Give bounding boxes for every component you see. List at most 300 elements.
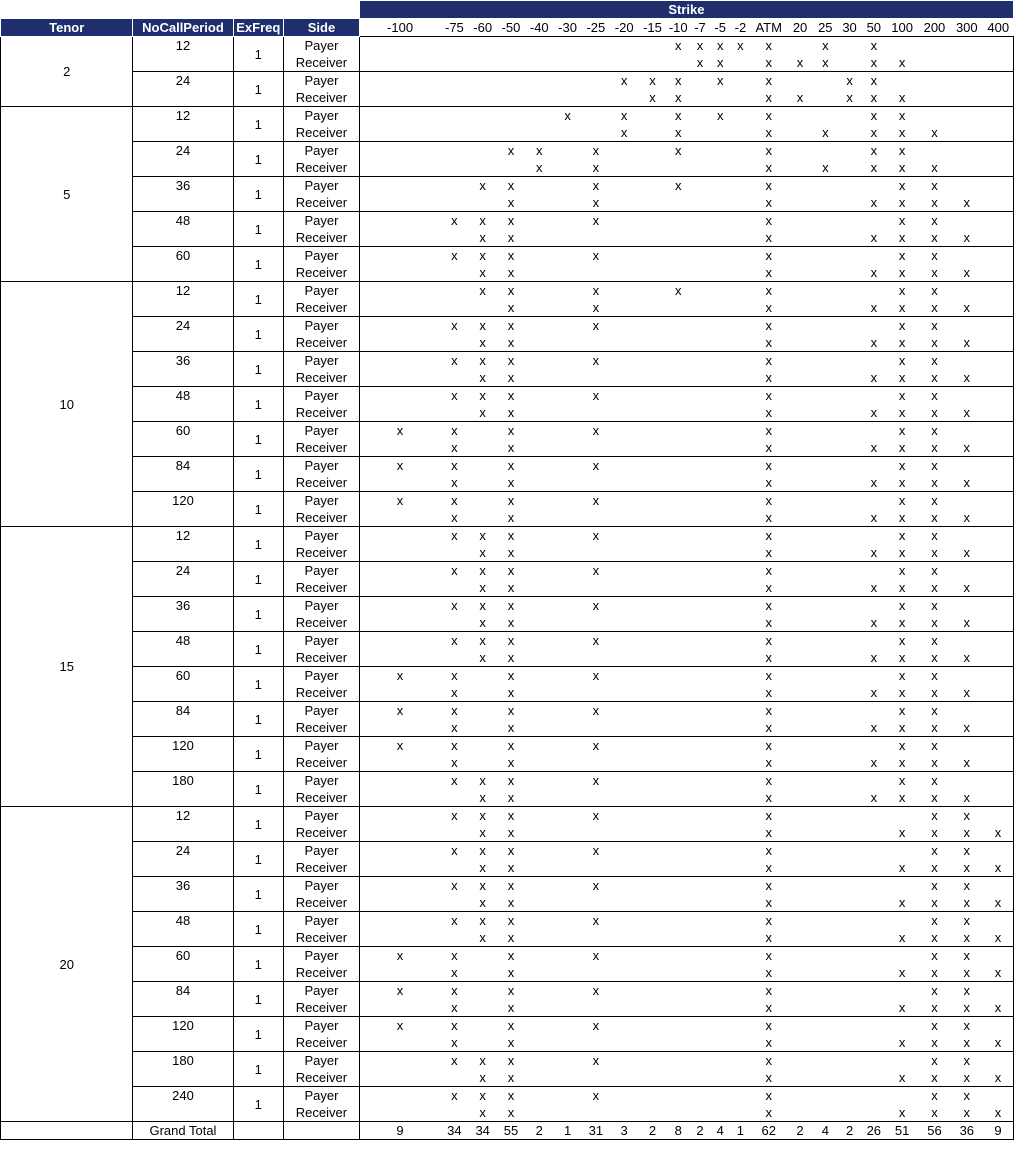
strike-cell: x — [610, 72, 638, 90]
strike-cell — [610, 737, 638, 755]
strike-cell: x — [469, 859, 497, 877]
strike-cell: x — [918, 404, 950, 422]
strike-cell — [710, 1017, 730, 1035]
strike-cell — [951, 212, 983, 230]
strike-cell — [690, 579, 710, 597]
no-call-period-cell: 12 — [133, 37, 233, 72]
strike-cell — [983, 247, 1014, 265]
strike-cell: x — [690, 54, 710, 72]
no-call-period-cell: 12 — [133, 282, 233, 317]
no-call-period-cell: 12 — [133, 527, 233, 562]
ex-freq-cell: 1 — [233, 37, 284, 72]
strike-cell: x — [469, 247, 497, 265]
strike-cell — [610, 667, 638, 685]
strike-cell: x — [951, 807, 983, 825]
strike-cell — [582, 439, 610, 457]
strike-cell — [787, 1069, 813, 1087]
strike-cell — [497, 107, 525, 125]
strike-cell: x — [886, 159, 918, 177]
strike-cell — [690, 1052, 710, 1070]
strike-cell: x — [886, 334, 918, 352]
strike-cell — [730, 562, 750, 580]
strike-cell — [359, 894, 440, 912]
strike-cell — [440, 194, 468, 212]
strike-cell — [525, 527, 553, 545]
table-row — [1, 702, 1014, 720]
strike-cell — [983, 1017, 1014, 1035]
strike-cell — [710, 212, 730, 230]
strike-cell — [837, 999, 861, 1017]
strike-cell — [553, 509, 581, 527]
strike-cell — [359, 719, 440, 737]
strike-cell — [886, 947, 918, 965]
strike-cell — [690, 964, 710, 982]
no-call-period-cell: 120 — [133, 492, 233, 527]
strike-cell: x — [751, 789, 787, 807]
strike-cell — [837, 439, 861, 457]
strike-cell — [469, 964, 497, 982]
strike-cell: x — [497, 299, 525, 317]
strike-cell — [951, 54, 983, 72]
strike-column-header: -15 — [638, 19, 666, 37]
strike-cell — [787, 1034, 813, 1052]
strike-cell: x — [469, 317, 497, 335]
ex-freq-cell: 1 — [233, 387, 284, 422]
strike-cell — [983, 562, 1014, 580]
strike-cell: x — [582, 177, 610, 195]
strike-cell — [951, 492, 983, 510]
strike-cell — [710, 632, 730, 650]
strike-cell — [638, 404, 666, 422]
strike-cell: x — [751, 579, 787, 597]
strike-cell — [638, 492, 666, 510]
strike-cell — [610, 527, 638, 545]
strike-cell — [638, 142, 666, 160]
strike-cell — [469, 492, 497, 510]
ex-freq-header: ExFreq — [233, 19, 284, 37]
strike-cell — [610, 544, 638, 562]
strike-cell — [862, 947, 886, 965]
strike-cell — [553, 894, 581, 912]
strike-cell — [983, 72, 1014, 90]
strike-cell: x — [440, 684, 468, 702]
strike-cell — [813, 632, 837, 650]
strike-cell: x — [918, 597, 950, 615]
strike-cell — [610, 282, 638, 300]
strike-cell — [862, 282, 886, 300]
strike-cell — [525, 772, 553, 790]
strike-cell — [837, 982, 861, 1000]
strike-cell — [730, 142, 750, 160]
strike-cell — [667, 509, 690, 527]
strike-cell — [690, 527, 710, 545]
strike-cell: x — [751, 282, 787, 300]
strike-cell — [787, 964, 813, 982]
strike-cell — [710, 877, 730, 895]
strike-cell — [710, 527, 730, 545]
no-call-period-cell: 48 — [133, 912, 233, 947]
side-cell: Payer — [284, 37, 360, 55]
strike-cell: x — [751, 754, 787, 772]
ex-freq-cell: 1 — [233, 177, 284, 212]
strike-cell — [440, 929, 468, 947]
strike-column-header: -60 — [469, 19, 497, 37]
strike-cell — [951, 282, 983, 300]
strike-cell: x — [667, 37, 690, 55]
strike-cell: x — [862, 299, 886, 317]
strike-cell — [730, 859, 750, 877]
side-cell: Payer — [284, 877, 360, 895]
strike-cell — [787, 614, 813, 632]
strike-cell — [525, 754, 553, 772]
strike-cell — [710, 562, 730, 580]
strike-cell: x — [918, 212, 950, 230]
strike-cell — [440, 334, 468, 352]
strike-cell — [525, 509, 553, 527]
strike-cell: x — [751, 649, 787, 667]
no-call-period-cell: 36 — [133, 177, 233, 212]
strike-cell — [730, 422, 750, 440]
strike-cell: x — [918, 912, 950, 930]
strike-cell — [813, 404, 837, 422]
no-call-period-cell: 24 — [133, 72, 233, 107]
strike-cell — [690, 1087, 710, 1105]
strike-cell — [886, 1052, 918, 1070]
strike-cell — [638, 177, 666, 195]
strike-cell: x — [582, 772, 610, 790]
strike-cell — [690, 702, 710, 720]
strike-cell — [610, 807, 638, 825]
strike-cell — [638, 789, 666, 807]
strike-cell: x — [918, 1087, 950, 1105]
strike-cell — [787, 807, 813, 825]
strike-cell — [730, 317, 750, 335]
strike-cell — [862, 247, 886, 265]
no-call-period-cell: 36 — [133, 352, 233, 387]
strike-cell: x — [359, 457, 440, 475]
no-call-period-cell: 36 — [133, 597, 233, 632]
strike-cell: x — [862, 54, 886, 72]
strike-cell — [638, 282, 666, 300]
side-cell: Payer — [284, 737, 360, 755]
table-row — [1, 597, 1014, 615]
side-cell: Payer — [284, 212, 360, 230]
strike-cell — [730, 877, 750, 895]
strike-cell — [582, 107, 610, 125]
strike-cell — [690, 509, 710, 527]
strike-cell: x — [886, 229, 918, 247]
strike-cell — [710, 789, 730, 807]
strike-cell — [983, 877, 1014, 895]
tenor-cell: 15 — [1, 527, 133, 807]
strike-cell: x — [469, 404, 497, 422]
no-call-period-cell: 60 — [133, 667, 233, 702]
strike-cell — [667, 859, 690, 877]
strike-cell — [359, 54, 440, 72]
strike-cell: x — [440, 807, 468, 825]
strike-cell: x — [440, 982, 468, 1000]
strike-cell: x — [951, 404, 983, 422]
strike-cell — [983, 702, 1014, 720]
strike-cell — [638, 247, 666, 265]
strike-cell: x — [918, 387, 950, 405]
strike-cell — [638, 1104, 666, 1122]
strike-cell — [730, 999, 750, 1017]
strike-cell: x — [862, 124, 886, 142]
strike-cell — [525, 859, 553, 877]
strike-cell — [918, 37, 950, 55]
strike-cell — [525, 912, 553, 930]
strike-cell — [667, 912, 690, 930]
strike-cell — [813, 474, 837, 492]
grand-total-blank — [1, 1122, 133, 1140]
table-row — [1, 632, 1014, 650]
strike-cell — [710, 947, 730, 965]
strike-cell — [359, 264, 440, 282]
strike-cell — [638, 1052, 666, 1070]
strike-cell: x — [918, 754, 950, 772]
strike-cell — [813, 229, 837, 247]
side-cell: Payer — [284, 177, 360, 195]
strike-cell — [440, 404, 468, 422]
ex-freq-cell: 1 — [233, 772, 284, 807]
strike-cell — [525, 439, 553, 457]
strike-cell — [610, 754, 638, 772]
strike-cell: x — [497, 562, 525, 580]
strike-cell — [359, 317, 440, 335]
strike-cell — [690, 772, 710, 790]
strike-cell: x — [440, 632, 468, 650]
strike-cell — [525, 474, 553, 492]
strike-cell — [690, 649, 710, 667]
strike-cell: x — [918, 719, 950, 737]
strike-cell — [730, 684, 750, 702]
strike-cell — [667, 422, 690, 440]
strike-cell — [690, 667, 710, 685]
strike-cell: x — [886, 632, 918, 650]
strike-cell — [525, 72, 553, 90]
strike-cell: x — [582, 807, 610, 825]
strike-cell — [787, 1052, 813, 1070]
strike-cell: x — [582, 247, 610, 265]
strike-cell — [469, 89, 497, 107]
strike-cell — [610, 824, 638, 842]
strike-cell — [787, 422, 813, 440]
ex-freq-cell: 1 — [233, 912, 284, 947]
side-cell: Receiver — [284, 159, 360, 177]
strike-cell — [610, 317, 638, 335]
strike-cell — [813, 807, 837, 825]
strike-cell: x — [951, 614, 983, 632]
strike-cell — [730, 1034, 750, 1052]
strike-cell — [787, 177, 813, 195]
strike-cell: x — [918, 509, 950, 527]
strike-cell — [553, 1087, 581, 1105]
strike-column-header: 25 — [813, 19, 837, 37]
ex-freq-cell: 1 — [233, 317, 284, 352]
strike-cell: x — [582, 212, 610, 230]
no-call-period-cell: 24 — [133, 562, 233, 597]
strike-column-header: -20 — [610, 19, 638, 37]
grand-total-value: 31 — [582, 1122, 610, 1140]
ex-freq-cell: 1 — [233, 982, 284, 1017]
no-call-period-cell: 24 — [133, 142, 233, 177]
strike-cell: x — [497, 1052, 525, 1070]
strike-cell — [710, 842, 730, 860]
strike-cell — [359, 1087, 440, 1105]
strike-cell — [553, 702, 581, 720]
strike-cell — [667, 807, 690, 825]
strike-cell — [525, 789, 553, 807]
strike-cell: x — [951, 754, 983, 772]
strike-cell — [710, 299, 730, 317]
strike-cell — [730, 492, 750, 510]
strike-cell — [553, 754, 581, 772]
grand-total-value: 26 — [862, 1122, 886, 1140]
strike-cell — [553, 597, 581, 615]
strike-cell: x — [497, 264, 525, 282]
strike-cell — [359, 964, 440, 982]
strike-cell: x — [886, 247, 918, 265]
strike-column-header: -25 — [582, 19, 610, 37]
strike-cell — [710, 352, 730, 370]
strike-cell — [359, 597, 440, 615]
strike-cell — [610, 772, 638, 790]
strike-cell — [469, 159, 497, 177]
strike-cell — [983, 527, 1014, 545]
strike-cell: x — [497, 877, 525, 895]
strike-cell — [610, 334, 638, 352]
strike-cell — [710, 912, 730, 930]
strike-cell — [710, 807, 730, 825]
strike-cell — [469, 299, 497, 317]
strike-cell — [638, 684, 666, 702]
strike-cell — [710, 772, 730, 790]
strike-cell — [359, 807, 440, 825]
strike-cell — [730, 509, 750, 527]
strike-cell — [553, 1017, 581, 1035]
table-row — [1, 212, 1014, 230]
side-cell: Payer — [284, 982, 360, 1000]
strike-cell — [359, 754, 440, 772]
strike-cell — [730, 282, 750, 300]
strike-cell: x — [751, 1104, 787, 1122]
strike-cell: x — [918, 1069, 950, 1087]
strike-cell: x — [440, 247, 468, 265]
strike-cell — [983, 684, 1014, 702]
strike-cell: x — [582, 299, 610, 317]
strike-cell: x — [497, 947, 525, 965]
table-row — [1, 1052, 1014, 1070]
strike-cell: x — [918, 999, 950, 1017]
no-call-period-cell: 84 — [133, 457, 233, 492]
strike-cell: x — [951, 649, 983, 667]
strike-cell — [469, 999, 497, 1017]
strike-cell: x — [918, 877, 950, 895]
strike-cell — [983, 1087, 1014, 1105]
strike-cell — [862, 1104, 886, 1122]
grand-total-value: 55 — [497, 1122, 525, 1140]
strike-cell — [638, 1069, 666, 1087]
strike-cell — [710, 649, 730, 667]
strike-cell — [730, 544, 750, 562]
strike-cell — [690, 439, 710, 457]
ex-freq-cell: 1 — [233, 352, 284, 387]
strike-cell: x — [751, 562, 787, 580]
strike-cell: x — [751, 824, 787, 842]
strike-cell: x — [497, 929, 525, 947]
strike-cell: x — [469, 772, 497, 790]
strike-cell: x — [918, 177, 950, 195]
strike-cell: x — [751, 247, 787, 265]
strike-cell: x — [751, 597, 787, 615]
strike-cell: x — [582, 562, 610, 580]
strike-cell — [553, 334, 581, 352]
strike-cell: x — [951, 579, 983, 597]
strike-cell — [837, 229, 861, 247]
strike-cell — [359, 877, 440, 895]
strike-cell — [690, 614, 710, 632]
strike-cell: x — [751, 947, 787, 965]
strike-cell — [610, 649, 638, 667]
strike-cell — [525, 614, 553, 632]
strike-cell: x — [886, 439, 918, 457]
strike-cell — [359, 334, 440, 352]
strike-cell — [837, 194, 861, 212]
strike-cell — [525, 1087, 553, 1105]
side-cell: Payer — [284, 387, 360, 405]
strike-cell — [730, 614, 750, 632]
ex-freq-cell: 1 — [233, 142, 284, 177]
strike-cell — [553, 299, 581, 317]
strike-cell — [359, 999, 440, 1017]
strike-cell — [525, 544, 553, 562]
strike-cell — [667, 929, 690, 947]
strike-cell — [813, 1052, 837, 1070]
strike-cell: x — [667, 282, 690, 300]
strike-cell: x — [918, 352, 950, 370]
strike-cell — [983, 37, 1014, 55]
strike-cell: x — [497, 1034, 525, 1052]
strike-cell — [983, 719, 1014, 737]
strike-cell: x — [951, 1017, 983, 1035]
strike-cell: x — [497, 544, 525, 562]
strike-cell — [582, 1069, 610, 1087]
strike-cell — [730, 72, 750, 90]
strike-cell — [813, 89, 837, 107]
strike-cell — [359, 299, 440, 317]
strike-cell: x — [918, 667, 950, 685]
strike-cell — [710, 404, 730, 422]
strike-cell — [837, 124, 861, 142]
strike-cell — [813, 194, 837, 212]
strike-cell — [837, 509, 861, 527]
strike-cell: x — [983, 859, 1014, 877]
strike-cell — [918, 72, 950, 90]
strike-cell — [951, 247, 983, 265]
strike-cell — [730, 667, 750, 685]
strike-cell: x — [886, 999, 918, 1017]
side-cell: Receiver — [284, 509, 360, 527]
table-row — [1, 772, 1014, 790]
no-call-period-cell: 240 — [133, 1087, 233, 1122]
strike-cell — [582, 369, 610, 387]
strike-cell: x — [667, 124, 690, 142]
strike-cell — [730, 929, 750, 947]
grand-total-value: 4 — [813, 1122, 837, 1140]
strike-cell: x — [582, 1087, 610, 1105]
strike-cell — [813, 177, 837, 195]
